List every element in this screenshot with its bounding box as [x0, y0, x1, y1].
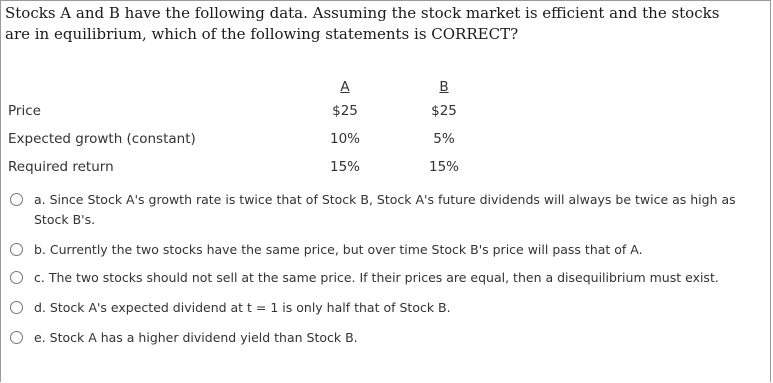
option-b[interactable] — [10, 240, 643, 260]
radio-button[interactable] — [10, 301, 23, 314]
header-stock-a: A — [340, 79, 350, 95]
header-stock-b: B — [439, 79, 449, 95]
table-row-required-return — [8, 155, 468, 183]
option-label: a. Since Stock A's growth rate is twice that of Stock B, Stock A's future dividends will always be twice as high as Stock B's. — [34, 192, 736, 227]
option-e[interactable] — [10, 328, 358, 348]
option-label: d. Stock A's expected dividend at t = 1 is only half that of Stock B. — [34, 300, 451, 315]
table-row-growth — [8, 127, 468, 155]
question-text: Stocks A and B have the following data. Assuming the stock market is efficient and the stocks are in equilibrium, which of the following statements is CORRECT? — [5, 4, 720, 43]
option-a[interactable] — [10, 190, 765, 230]
option-d[interactable] — [10, 298, 451, 318]
option-label: c. The two stocks should not sell at the same price. If their prices are equal, then a disequilibrium must exist. — [34, 270, 719, 285]
cell-b: 15% — [428, 159, 459, 175]
option-c[interactable] — [10, 268, 719, 288]
cell-b: $25 — [431, 103, 457, 119]
cell-a: $25 — [332, 103, 358, 119]
radio-button[interactable] — [10, 271, 23, 284]
cell-b: 5% — [433, 131, 455, 147]
table-row-price — [8, 99, 468, 127]
option-label: b. Currently the two stocks have the same price, but over time Stock B's price will pass that of A. — [34, 242, 643, 257]
cell-a: 15% — [329, 159, 360, 175]
row-label: Required return — [8, 159, 114, 175]
row-label: Price — [8, 103, 41, 119]
option-label: e. Stock A has a higher dividend yield than Stock B. — [34, 330, 358, 345]
radio-button[interactable] — [10, 331, 23, 344]
table-header-row — [8, 75, 468, 99]
data-table — [8, 75, 468, 183]
radio-button[interactable] — [10, 193, 23, 206]
row-label: Expected growth (constant) — [8, 131, 196, 147]
cell-a: 10% — [329, 131, 360, 147]
radio-button[interactable] — [10, 243, 23, 256]
